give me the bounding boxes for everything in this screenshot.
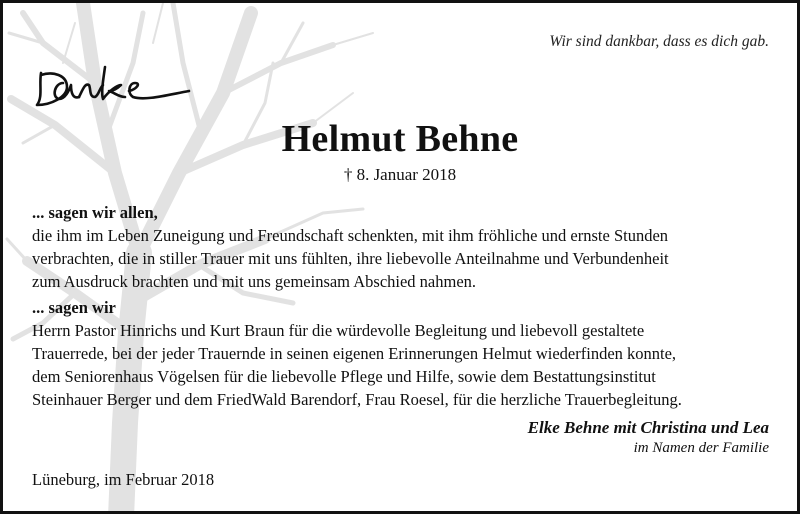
place-date: Lüneburg, im Februar 2018 [32,470,215,489]
text-line: die ihm im Leben Zuneigung und Freundschaft schenkten, mit ihm fröhliche und ernste Stunden [32,226,669,245]
text-line: Trauerrede, bei der jeder Trauernde in seinen eigenen Erinnerungen Helmut wiederfinden konnte, [32,344,677,363]
text-line: verbrachten, die in stiller Trauer mit uns fühlten, ihre liebevolle Anteilnahme und Verbundenheit [32,249,669,268]
signatory-names: Elke Behne mit Christina und Lea [527,418,769,437]
text-line: Herrn Pastor Hinrichs und Kurt Braun für die würdevolle Begleitung und liebevoll gestaltete [32,321,645,340]
family-note: im Namen der Familie [633,440,769,456]
text-line: zum Ausdruck brachten und mit uns gemeinsam Abschied nahmen. [32,272,477,291]
signature-block [528,418,769,457]
text-line: dem Seniorenhaus Vögelsen für die liebevolle Pflege und Hilfe, sowie dem Bestattungsinstitut [32,367,656,386]
section-heading: ... sagen wir [32,298,116,317]
section-heading: ... sagen wir allen, [32,203,158,222]
thanks-section-all [32,201,775,293]
deceased-name: Helmut Behne [281,118,519,160]
danke-script-heading [33,61,193,111]
motto: Wir sind dankbar, dass es dich gab. [549,33,769,50]
death-date: † 8. Januar 2018 [343,165,457,184]
thanks-section-specific [32,296,775,411]
text-line: Steinhauer Berger und dem FriedWald Barendorf, Frau Roesel, für die herzliche Trauerbegleitung. [32,390,682,409]
